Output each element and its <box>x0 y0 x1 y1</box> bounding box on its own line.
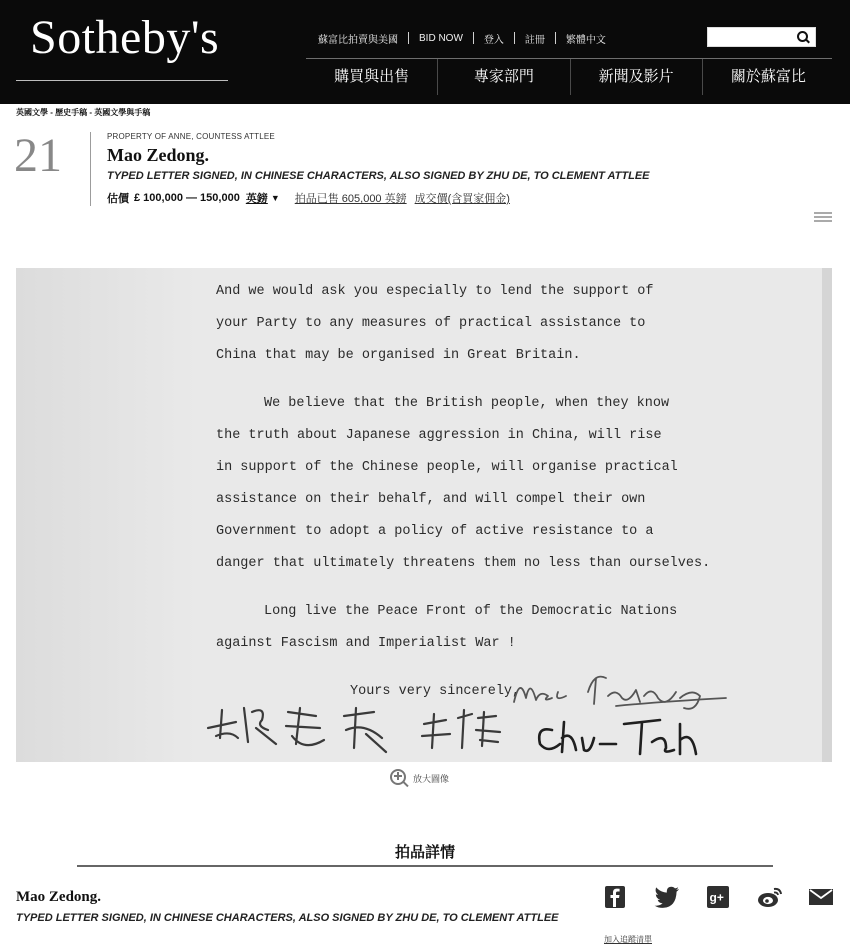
logo-underline <box>16 80 228 81</box>
estimate-row <box>107 190 510 206</box>
paragraph-gap <box>216 580 826 596</box>
email-icon[interactable] <box>808 884 834 910</box>
facebook-icon[interactable] <box>602 884 628 910</box>
language-selector[interactable]: 繁體中文 <box>565 34 606 46</box>
nav-item-departments[interactable]: 專家部門 <box>438 59 570 95</box>
search-box <box>707 27 816 47</box>
letter-line: your Party to any measures of practical assistance to <box>216 316 646 331</box>
letter-line: China that may be organised in Great Britain. <box>216 348 581 363</box>
add-to-watchlist-link[interactable]: 加入追蹤清單 <box>604 935 652 944</box>
letter-line: in support of the Chinese people, will organise practical <box>216 460 678 475</box>
paragraph-gap <box>216 372 826 388</box>
estimate-value: £ 100,000 — 150,000 <box>134 192 240 204</box>
letter-line: danger that ultimately threatens them no less than ourselves. <box>216 556 711 571</box>
search-icon[interactable] <box>797 31 810 44</box>
breadcrumb[interactable]: 英國文學 - 歷史手稿 - 英國文學與手稿 <box>16 108 151 117</box>
currency-selector[interactable]: 英鎊 <box>245 193 268 205</box>
twitter-icon[interactable] <box>654 884 680 910</box>
letter-line: And we would ask you especially to lend the support of <box>216 284 654 299</box>
letter-closing: Yours very sincerely, <box>350 684 521 699</box>
utility-nav <box>318 30 616 46</box>
letter-line: Long live the Peace Front of the Democratic Nations <box>264 604 678 619</box>
svg-text:g+: g+ <box>709 890 724 905</box>
site-header <box>0 0 850 104</box>
letter-line: We believe that the British people, when they know <box>264 396 670 411</box>
details-subtitle: TYPED LETTER SIGNED, IN CHINESE CHARACTERS, ALSO SIGNED BY ZHU DE, TO CLEMENT ATTLEE <box>16 912 559 924</box>
hamburger-icon[interactable] <box>814 212 832 222</box>
premium-note-link[interactable]: 成交價(含買家佣金) <box>414 193 510 205</box>
sold-price[interactable]: 拍品已售 605,000 英鎊 <box>294 193 407 205</box>
lot-divider <box>90 132 91 206</box>
letter-line: against Fascism and Imperialist War ! <box>216 636 516 651</box>
lot-number: 21 <box>14 129 62 182</box>
enlarge-image-button[interactable] <box>389 768 449 788</box>
letter-line: Government to adopt a policy of active resistance to a <box>216 524 654 539</box>
share-bar <box>602 884 834 910</box>
sothebys-logo[interactable]: Sotheby's <box>30 11 220 64</box>
nav-item-about[interactable]: 關於蘇富比 <box>730 68 806 85</box>
letter-line: assistance on their behalf, and will compel their own <box>216 492 646 507</box>
nav-item-news-video[interactable]: 新聞及影片 <box>571 59 703 95</box>
main-nav <box>306 59 834 95</box>
utility-link-account[interactable]: 蘇富比拍賣與美國 <box>318 34 398 46</box>
nav-item-buy-sell[interactable]: 購買與出售 <box>306 59 438 95</box>
letter-text <box>216 276 826 708</box>
letter-line: the truth about Japanese aggression in China, will rise <box>216 428 662 443</box>
estimate-label: 估價 <box>107 193 129 205</box>
details-divider <box>77 865 773 867</box>
search-input[interactable] <box>708 29 794 47</box>
lot-provenance: PROPERTY OF ANNE, COUNTESS ATTLEE <box>107 132 275 141</box>
utility-link-login[interactable]: 登入 <box>483 34 504 46</box>
utility-link-register[interactable]: 註冊 <box>524 34 545 46</box>
enlarge-label: 放大圖像 <box>413 773 450 784</box>
utility-link-bid-now[interactable]: BID NOW <box>419 32 463 44</box>
google-plus-icon[interactable] <box>705 884 731 910</box>
caret-down-icon[interactable]: ▼ <box>270 193 280 203</box>
lot-details-heading: 拍品詳情 <box>394 844 455 861</box>
details-title: Mao Zedong. <box>16 889 102 905</box>
lot-image[interactable] <box>16 268 832 762</box>
lot-subtitle: TYPED LETTER SIGNED, IN CHINESE CHARACTERS, ALSO SIGNED BY ZHU DE, TO CLEMENT ATTLEE <box>107 170 650 182</box>
lot-title: Mao Zedong. <box>107 145 210 165</box>
weibo-icon[interactable] <box>757 884 783 910</box>
paper-fold-shadow <box>16 268 196 762</box>
handwritten-signatures <box>196 668 756 758</box>
zoom-in-icon <box>389 768 409 788</box>
